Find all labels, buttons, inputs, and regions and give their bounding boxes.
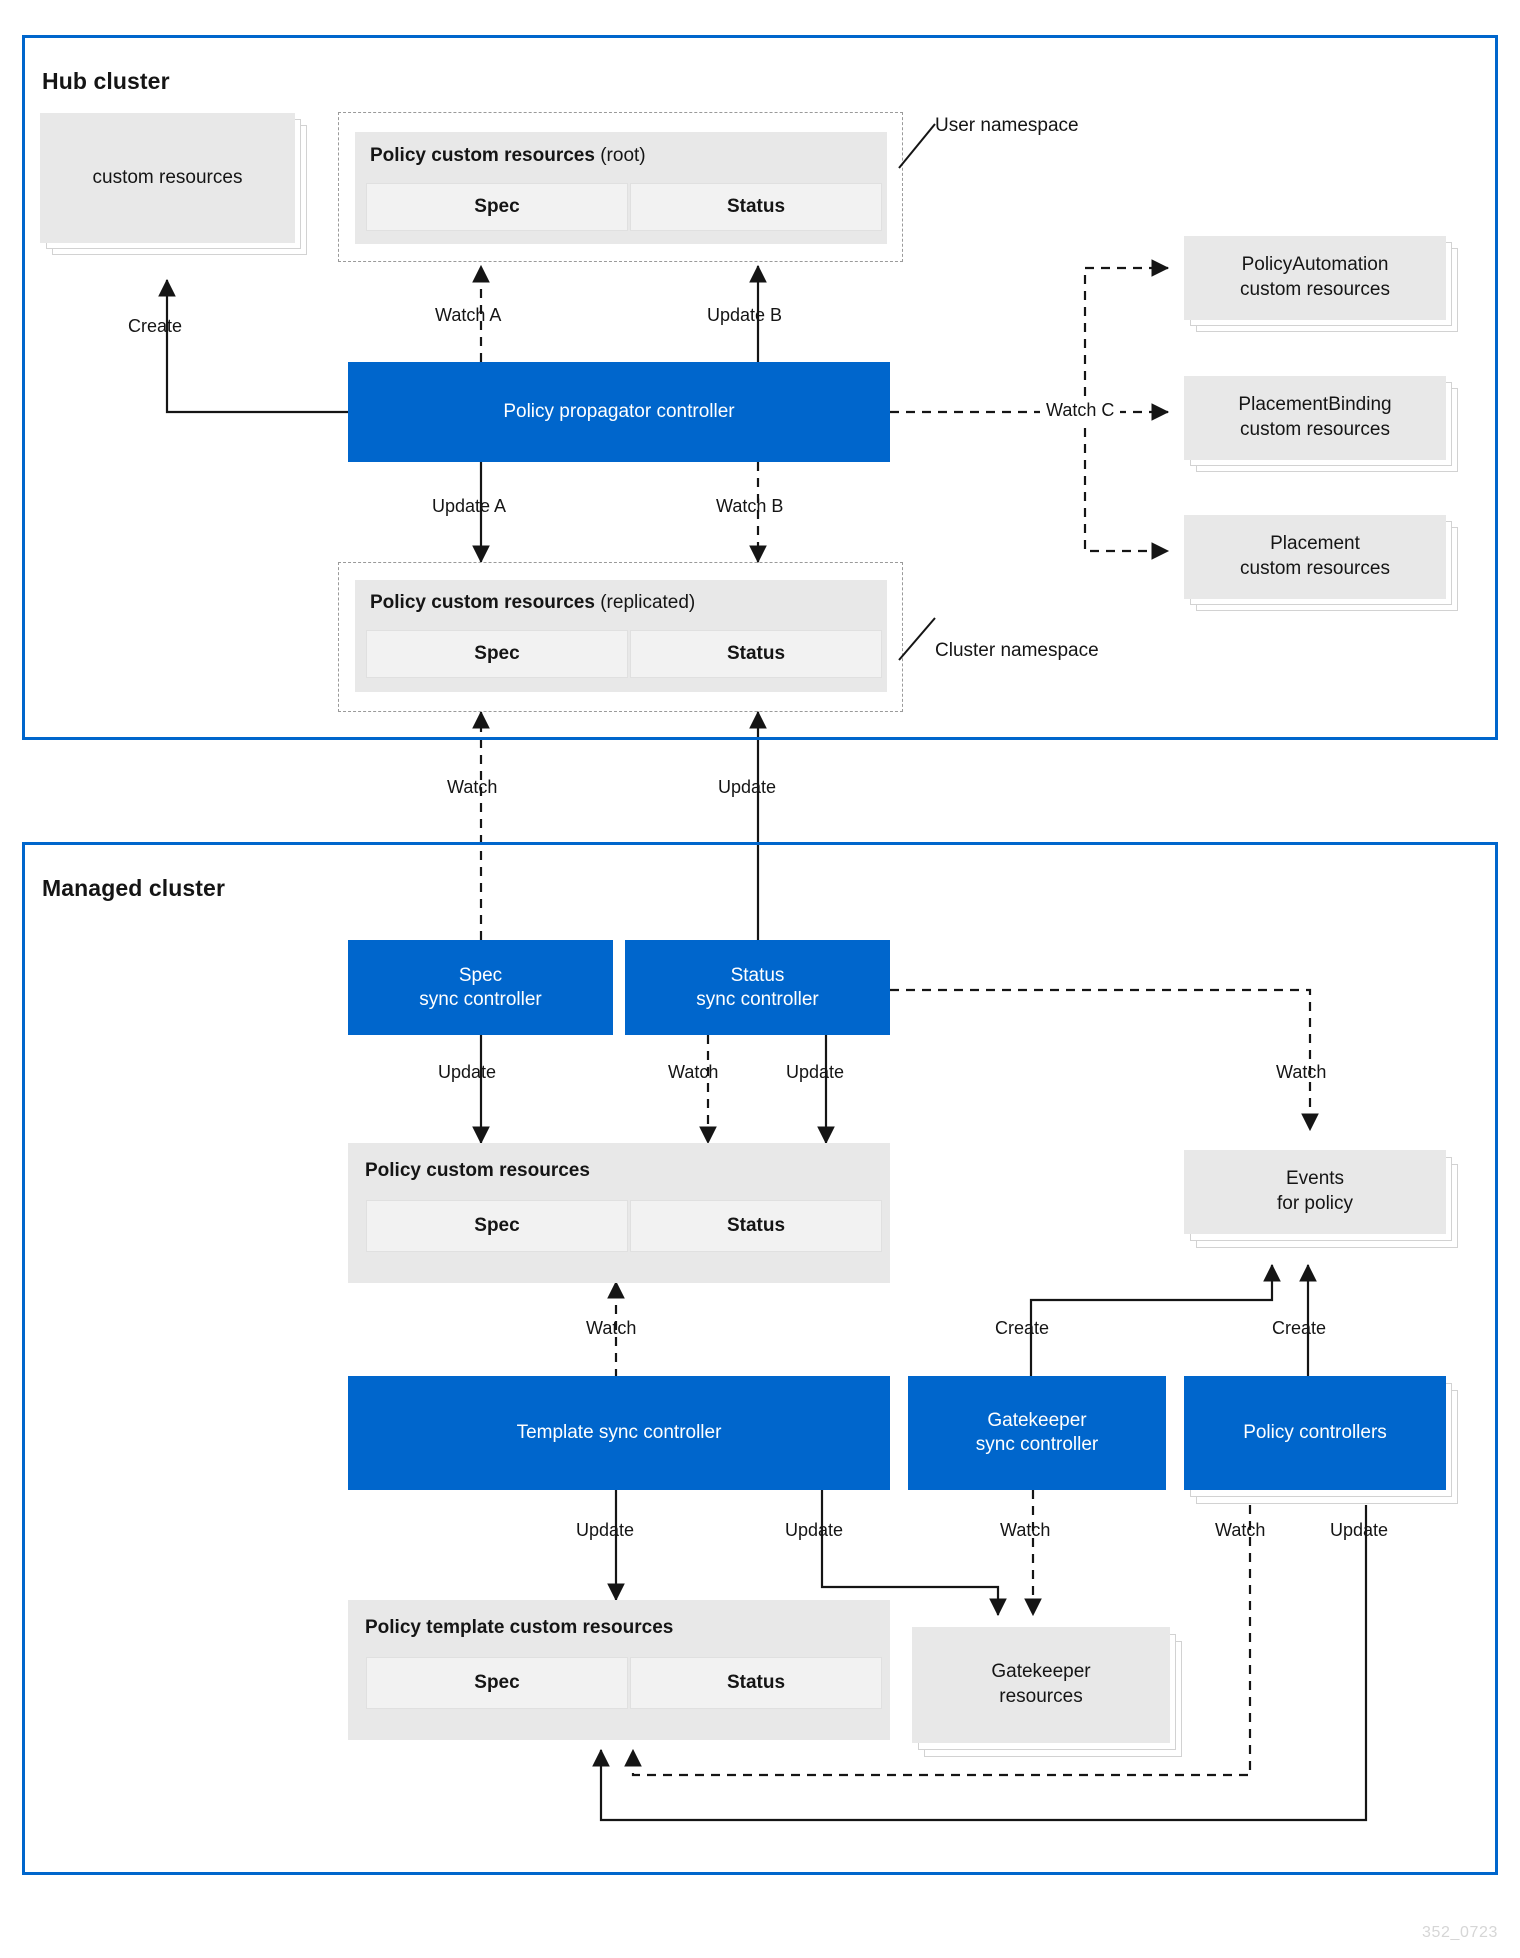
root-policy-status: Status (630, 183, 882, 231)
edge-label-gatekeeper-create: Create (995, 1318, 1050, 1338)
policy-controllers: Policy controllers (1184, 1376, 1446, 1490)
spec-sync-controller-line-2: sync controller (419, 988, 542, 1010)
edge-label-watch-b: Watch B (716, 496, 784, 516)
edge-label-update-b: Update B (707, 305, 783, 325)
events-line-1: Events (1285, 1168, 1345, 1190)
cluster-namespace-label: Cluster namespace (935, 640, 1099, 661)
events-line-2: for policy (1276, 1193, 1354, 1214)
status-sync-controller (625, 940, 890, 1035)
policy-automation-resources-label (1184, 236, 1446, 320)
template-sync-controller: Template sync controller (348, 1376, 890, 1490)
status-sync-controller-line-2: sync controller (696, 988, 819, 1010)
edge-label-status-sync-watch: Watch (668, 1062, 719, 1082)
edge-label-template-watch: Watch (586, 1318, 637, 1338)
edge-label-watch-a: Watch A (435, 305, 502, 325)
placement-binding-resources-label (1184, 376, 1446, 460)
placement-binding-line-2: custom resources (1240, 419, 1390, 440)
edge-label-watch-c: Watch C (1040, 400, 1120, 421)
edge-label-policy-controllers-update: Update (1330, 1520, 1389, 1540)
hub-custom-resources-label: custom resources (92, 166, 243, 188)
placement-resources-label (1184, 515, 1446, 599)
user-namespace-label: User namespace (935, 115, 1079, 136)
replicated-policy-status: Status (630, 630, 882, 678)
replicated-policy-title-rest: (replicated) (600, 592, 696, 613)
hub-cluster-title: Hub cluster (42, 68, 170, 94)
policy-template-status: Status (630, 1657, 882, 1709)
edge-label-policy-controllers-watch: Watch (1215, 1520, 1266, 1540)
edge-label-update-a: Update A (432, 496, 507, 516)
placement-line-1: Placement (1270, 533, 1360, 555)
gatekeeper-sync-line-2: sync controller (975, 1434, 1099, 1455)
managed-policy-resources-title-bold: Policy custom resources (365, 1160, 590, 1181)
edge-label-gatekeeper-watch: Watch (1000, 1520, 1051, 1540)
edge-label-spec-sync-update: Update (438, 1062, 497, 1082)
edge-label-template-update-right: Update (785, 1520, 844, 1540)
root-policy-spec: Spec (366, 183, 628, 231)
root-policy-title (370, 145, 646, 167)
edge-label-template-update-left: Update (576, 1520, 635, 1540)
managed-policy-spec: Spec (366, 1200, 628, 1252)
gatekeeper-sync-controller (908, 1376, 1166, 1490)
edge-label-bridge-update: Update (718, 777, 777, 797)
spec-sync-controller-line-1: Spec (458, 964, 503, 986)
managed-policy-resources-title (365, 1160, 590, 1182)
policy-template-resources-title-bold: Policy template custom resources (365, 1617, 674, 1638)
root-policy-title-rest: (root) (600, 145, 646, 166)
diagram-watermark: 352_0723 (1422, 1924, 1498, 1941)
gatekeeper-sync-line-1: Gatekeeper (987, 1410, 1087, 1432)
policy-automation-line-1: PolicyAutomation (1241, 254, 1389, 276)
edge-label-events-watch: Watch (1276, 1062, 1327, 1082)
status-sync-controller-line-1: Status (730, 964, 785, 986)
edge-label-bridge-watch: Watch (447, 777, 498, 797)
managed-cluster-title: Managed cluster (42, 875, 225, 901)
root-policy-title-bold: Policy custom resources (370, 145, 595, 166)
placement-line-2: custom resources (1240, 558, 1390, 579)
replicated-policy-title (370, 592, 695, 614)
policy-automation-line-2: custom resources (1240, 279, 1390, 300)
edge-label-policy-controllers-create: Create (1272, 1318, 1327, 1338)
managed-policy-status: Status (630, 1200, 882, 1252)
gatekeeper-resources-line-2: resources (999, 1686, 1083, 1707)
gatekeeper-resources-label (912, 1627, 1170, 1743)
edge-label-create: Create (128, 316, 183, 336)
spec-sync-controller (348, 940, 613, 1035)
policy-template-resources-title (365, 1617, 673, 1639)
gatekeeper-resources-line-1: Gatekeeper (991, 1661, 1091, 1683)
replicated-policy-title-bold: Policy custom resources (370, 592, 595, 613)
placement-binding-line-1: PlacementBinding (1238, 394, 1392, 416)
policy-propagator-controller: Policy propagator controller (348, 362, 890, 462)
edge-label-status-sync-update: Update (786, 1062, 845, 1082)
policy-template-spec: Spec (366, 1657, 628, 1709)
replicated-policy-spec: Spec (366, 630, 628, 678)
events-for-policy-label (1184, 1150, 1446, 1234)
